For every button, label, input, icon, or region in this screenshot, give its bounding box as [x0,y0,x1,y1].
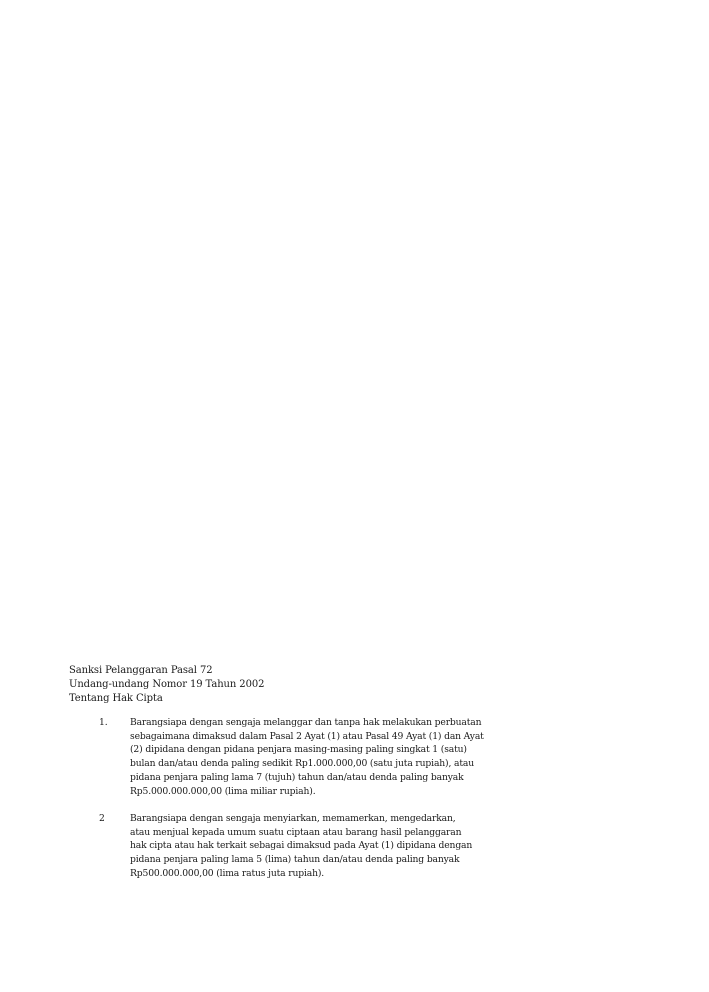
heading-line-article: Sanksi Pelanggaran Pasal 72 [69,665,213,676]
item-text-line: atau menjual kepada umum suatu ciptaan atau barang hasil pelanggaran [130,826,462,838]
item-text-line: Barangsiapa dengan sengaja menyiarkan, memamerkan, mengedarkan, [130,813,456,824]
heading-line-law: Undang-undang Nomor 19 Tahun 2002 [69,679,265,690]
item-text-line: hak cipta atau hak terkait sebagai dimaksud pada Ayat (1) dipidana dengan [130,840,473,852]
item-text [130,812,472,881]
item-text-line: bulan dan/atau denda paling sedikit Rp1.000.000,00 (satu juta rupiah), atau [130,758,474,770]
item-text-line: pidana penjara paling lama 5 (lima) tahun dan/atau denda paling banyak [130,854,460,866]
item-text-line: pidana penjara paling lama 7 (tujuh) tahun dan/atau denda paling banyak [130,771,464,783]
copyright-sanction-heading [69,664,264,706]
heading-line-subject: Tentang Hak Cipta [69,693,163,704]
item-text [130,716,484,798]
item-text-line: sebagaimana dimaksud dalam Pasal 2 Ayat (1) atau Pasal 49 Ayat (1) dan Ayat [130,730,484,742]
item-number: 1. [99,717,108,728]
item-text-line: (2) dipidana dengan pidana penjara masing-masing paling singkat 1 (satu) [130,744,467,756]
item-text-line: Barangsiapa dengan sengaja melanggar dan tanpa hak melakukan perbuatan [130,717,482,728]
item-number: 2 [99,813,105,824]
item-text-line: Rp500.000.000,00 (lima ratus juta rupiah). [130,867,325,879]
item-text-line: Rp5.000.000.000,00 (lima miliar rupiah). [130,785,316,797]
